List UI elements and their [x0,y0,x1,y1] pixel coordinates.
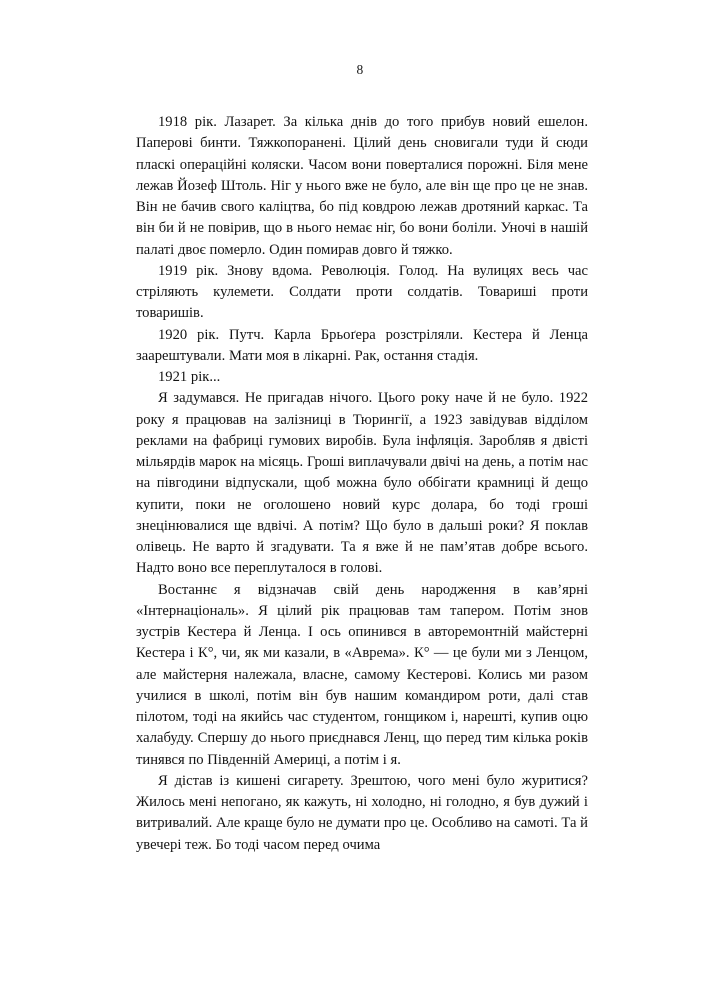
paragraph: 1920 рік. Путч. Карла Брьоґера розстріляли. Кестера й Ленца заарештували. Мати моя в лікарні. Рак, остання стадія. [136,326,588,364]
paragraph: Я задумався. Не пригадав нічого. Цього року наче й не було. 1922 року я працював на залізниці в Тюрингії, а 1923 завідував відділом реклами на фабриці гумових виробів. Була інфляція. Заробляв я двісті мільярдів марок на місяць. Гроші виплачували двічі на день, а потім нас на півгодини відпускали, щоб можна було оббігати крамниці й дещо купити, поки не оголошено новий курс долара, бо тоді гроші знецінювалися ще вдвічі. А потім? Що було в дальші роки? Я поклав олівець. Не варто й згадувати. Та я вже й не пам’ятав добре всього. Надто воно все переплуталося в голові. [136,390,588,577]
paragraph: Востаннє я відзначав свій день народження в кав’ярні «Інтернаціональ». Я цілий рік працював там тапером. Потім знов зустрів Кестера й Ленца. І ось опинився в авторемонтній майстерні Кестера і К°, чи, як ми казали, в «Аврема». К° — це були ми з Ленцом, але майстерня належала, власне, самому Кестерові. Колись ми разом училися в школі, потім він був нашим командиром роти, далі став пілотом, тоді на якийсь час студентом, гонщиком і, нарешті, купив оцю халабуду. Спершу до нього приєднався Ленц, що перед тим кілька років тинявся по Південній Америці, а потім і я. [136,581,588,768]
body-text-block [136,112,588,856]
paragraph: 1918 рік. Лазарет. За кілька днів до того прибув новий ешелон. Паперові бинти. Тяжкопоранені. Цілий день сновигали туди й сюди пласкі операційні коляски. Часом вони поверталися порожні. Біля мене лежав Йозеф Штоль. Ніг у нього вже не було, але він ще про це не знав. Він не бачив свого каліцтва, бо під ковдрою лежав дротяний каркас. Та він би й не повірив, що в нього немає ніг, бо вони боліли. Уночі в нашій палаті двоє померло. Один помирав довго й тяжко. [136,114,588,258]
paragraph: Я дістав із кишені сигарету. Зрештою, чого мені було журитися? Жилось мені непогано, як кажуть, ні холодно, ні голодно, я був дужий і витривалий. Але краще було не думати про це. Особливо на самоті. Та й увечері теж. Бо тоді часом перед очима [136,772,588,853]
paragraph: 1921 рік... [158,369,221,385]
paragraph: 1919 рік. Знову вдома. Революція. Голод. На вулицях весь час стріляють кулемети. Солдати проти солдатів. Товариші проти товаришів. [136,262,588,322]
page-number: 8 [356,62,364,77]
